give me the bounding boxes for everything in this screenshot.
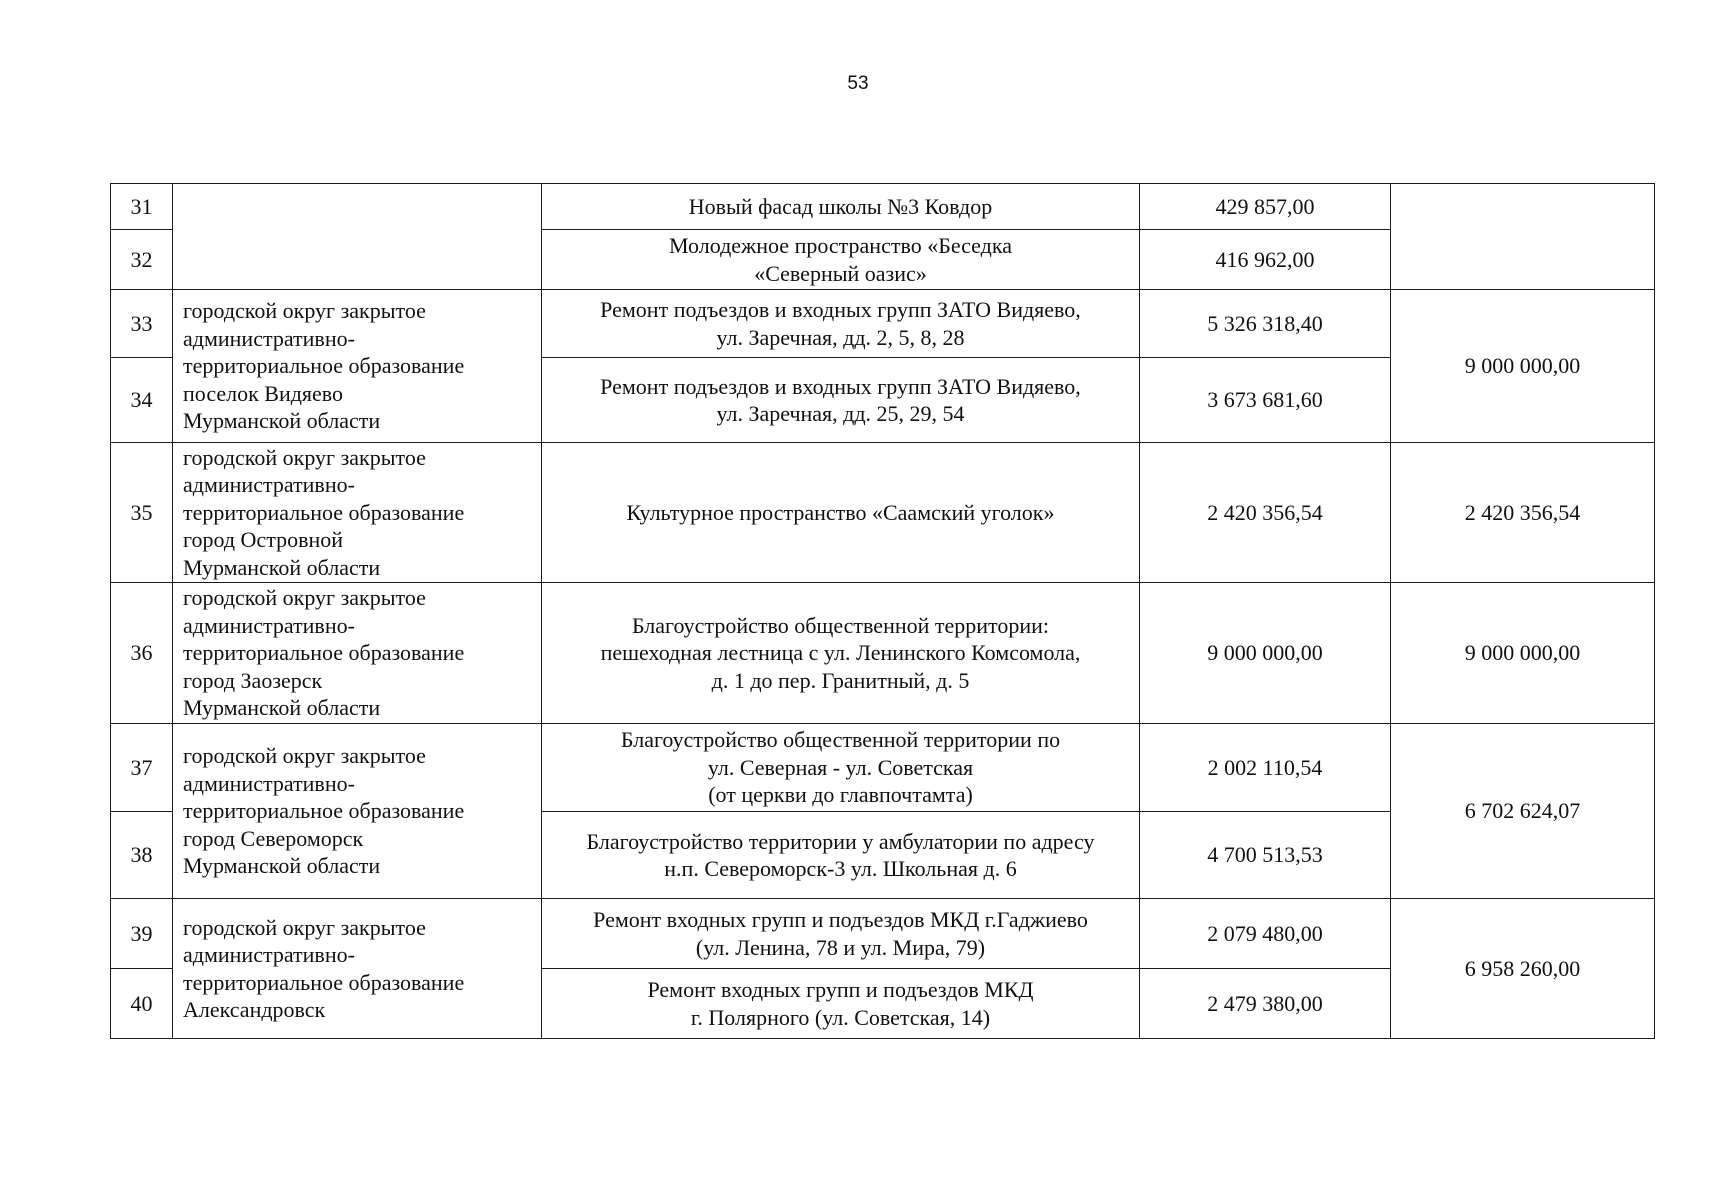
project-name: Ремонт подъездов и входных групп ЗАТО Видяево, ул. Заречная, дд. 2, 5, 8, 28 — [542, 290, 1140, 358]
municipality-cell: городской округ закрытое административно- территориальное образование Александровск — [173, 899, 542, 1039]
project-name: Ремонт подъездов и входных групп ЗАТО Видяево, ул. Заречная, дд. 25, 29, 54 — [542, 358, 1140, 443]
table-row — [111, 583, 1655, 724]
municipality-total — [1391, 184, 1655, 290]
project-name: Культурное пространство «Саамский уголок» — [542, 443, 1140, 583]
municipality-total: 2 420 356,54 — [1391, 443, 1655, 583]
municipality-cell: городской округ закрытое административно- территориальное образование город Заозерск Мурманской области — [173, 583, 542, 724]
project-amount: 2 479 380,00 — [1140, 969, 1391, 1039]
project-amount: 2 079 480,00 — [1140, 899, 1391, 969]
project-amount: 9 000 000,00 — [1140, 583, 1391, 724]
project-amount: 2 002 110,54 — [1140, 724, 1391, 812]
row-number: 33 — [111, 290, 173, 358]
municipality-total: 6 958 260,00 — [1391, 899, 1655, 1039]
funding-table — [110, 183, 1655, 1039]
row-number: 36 — [111, 583, 173, 724]
municipality-total: 6 702 624,07 — [1391, 724, 1655, 899]
municipality-total: 9 000 000,00 — [1391, 583, 1655, 724]
project-amount: 429 857,00 — [1140, 184, 1391, 230]
row-number: 40 — [111, 969, 173, 1039]
project-amount: 3 673 681,60 — [1140, 358, 1391, 443]
project-amount: 2 420 356,54 — [1140, 443, 1391, 583]
row-number: 38 — [111, 812, 173, 899]
project-name: Благоустройство общественной территории по ул. Северная - ул. Советская (от церкви до главпочтамта) — [542, 724, 1140, 812]
row-number: 34 — [111, 358, 173, 443]
project-name: Благоустройство территории у амбулатории по адресу н.п. Североморск-3 ул. Школьная д. 6 — [542, 812, 1140, 899]
row-number: 35 — [111, 443, 173, 583]
project-name: Ремонт входных групп и подъездов МКД г. Полярного (ул. Советская, 14) — [542, 969, 1140, 1039]
municipality-cell: городской округ закрытое административно- территориальное образование поселок Видяево Мурманской области — [173, 290, 542, 443]
project-name: Новый фасад школы №3 Ковдор — [542, 184, 1140, 230]
page-number: 53 — [847, 73, 869, 94]
row-number: 37 — [111, 724, 173, 812]
municipality-cell: городской округ закрытое административно- территориальное образование город Островной Мурманской области — [173, 443, 542, 583]
row-number: 39 — [111, 899, 173, 969]
row-number: 31 — [111, 184, 173, 230]
table-row — [111, 443, 1655, 583]
table-row — [111, 290, 1655, 358]
project-amount: 4 700 513,53 — [1140, 812, 1391, 899]
municipality-cell — [173, 184, 542, 290]
table-row — [111, 724, 1655, 812]
project-amount: 5 326 318,40 — [1140, 290, 1391, 358]
project-name: Молодежное пространство «Беседка «Северный оазис» — [542, 230, 1140, 290]
municipality-cell: городской округ закрытое административно- территориальное образование город Североморск Мурманской области — [173, 724, 542, 899]
municipality-total: 9 000 000,00 — [1391, 290, 1655, 443]
row-number: 32 — [111, 230, 173, 290]
project-name: Ремонт входных групп и подъездов МКД г.Гаджиево (ул. Ленина, 78 и ул. Мира, 79) — [542, 899, 1140, 969]
table-row — [111, 184, 1655, 230]
project-amount: 416 962,00 — [1140, 230, 1391, 290]
project-name: Благоустройство общественной территории: пешеходная лестница с ул. Ленинского Комсомола, д. 1 до пер. Гранитный, д. 5 — [542, 583, 1140, 724]
table-row — [111, 899, 1655, 969]
